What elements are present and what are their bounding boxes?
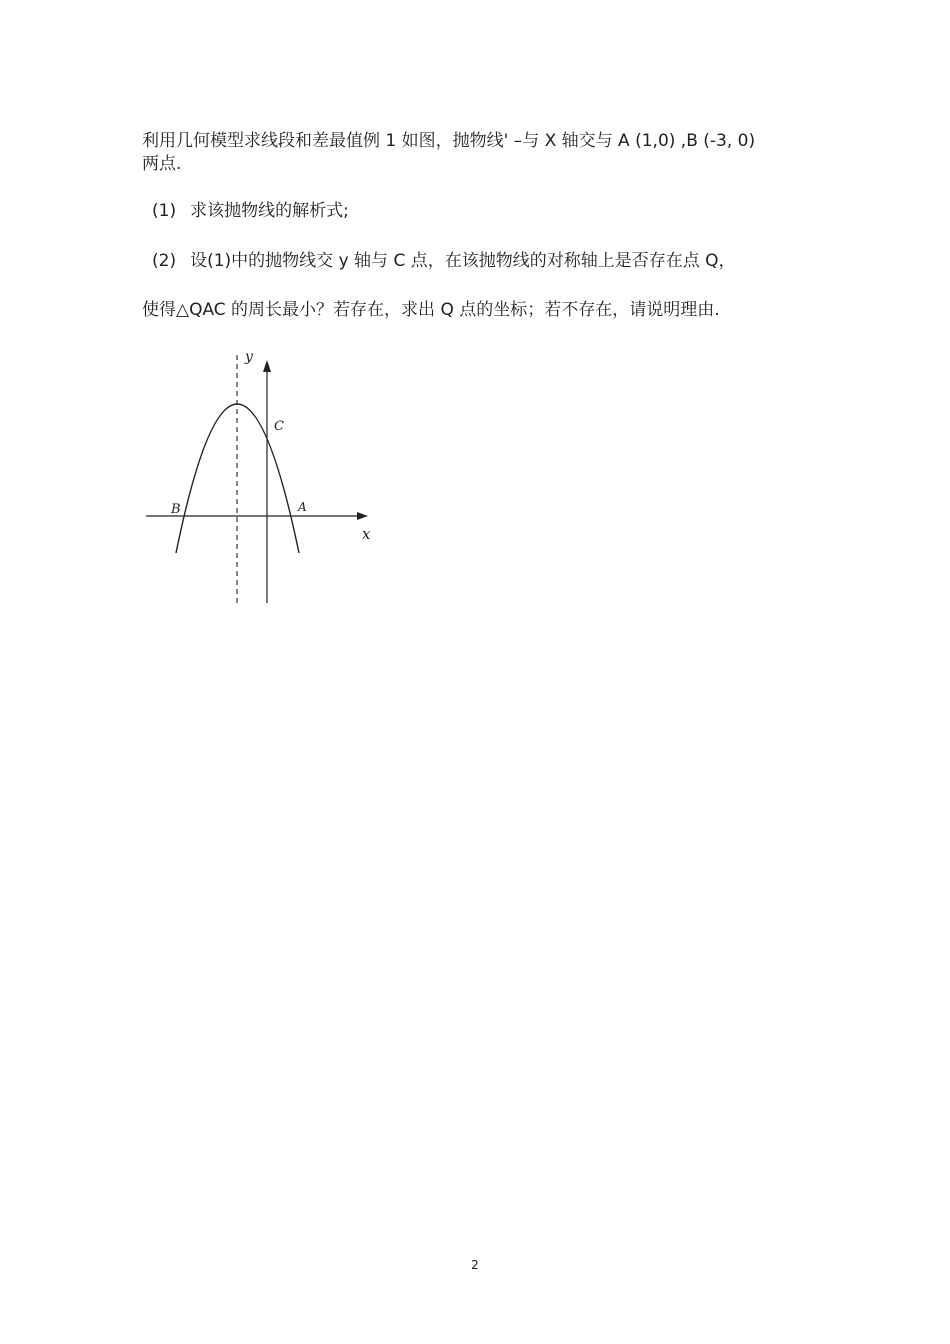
point-a-label: A — [298, 500, 307, 514]
part2-text: 设(1)中的抛物线交 y 轴与 C 点，在该抛物线的对称轴上是否存在点 Q， — [190, 251, 736, 271]
question-part1 — [152, 200, 349, 222]
question-part2 — [152, 250, 736, 272]
x-axis-label: x — [362, 525, 371, 543]
problem-intro-line2: 两点. — [142, 154, 182, 174]
problem-intro-line1: 利用几何模型求线段和差最值例 1 如图，抛物线' –与 X 轴交与 A (1,0) ,B (-3, 0) — [142, 131, 756, 151]
part1-number: (1) — [152, 201, 177, 221]
x-axis-arrow — [357, 512, 368, 520]
y-axis-label: y — [245, 349, 253, 365]
part2-number: (2) — [152, 251, 177, 271]
page-number: 2 — [471, 1258, 479, 1272]
y-axis-arrow — [263, 360, 271, 372]
question-part2-continued: 使得△QAC 的周长最小？若存在，求出 Q 点的坐标；若不存在，请说明理由. — [142, 300, 720, 320]
point-c-label: C — [274, 419, 284, 434]
point-b-label: B — [171, 502, 181, 517]
parabola-figure — [140, 345, 380, 607]
part1-text: 求该抛物线的解析式; — [190, 201, 349, 221]
